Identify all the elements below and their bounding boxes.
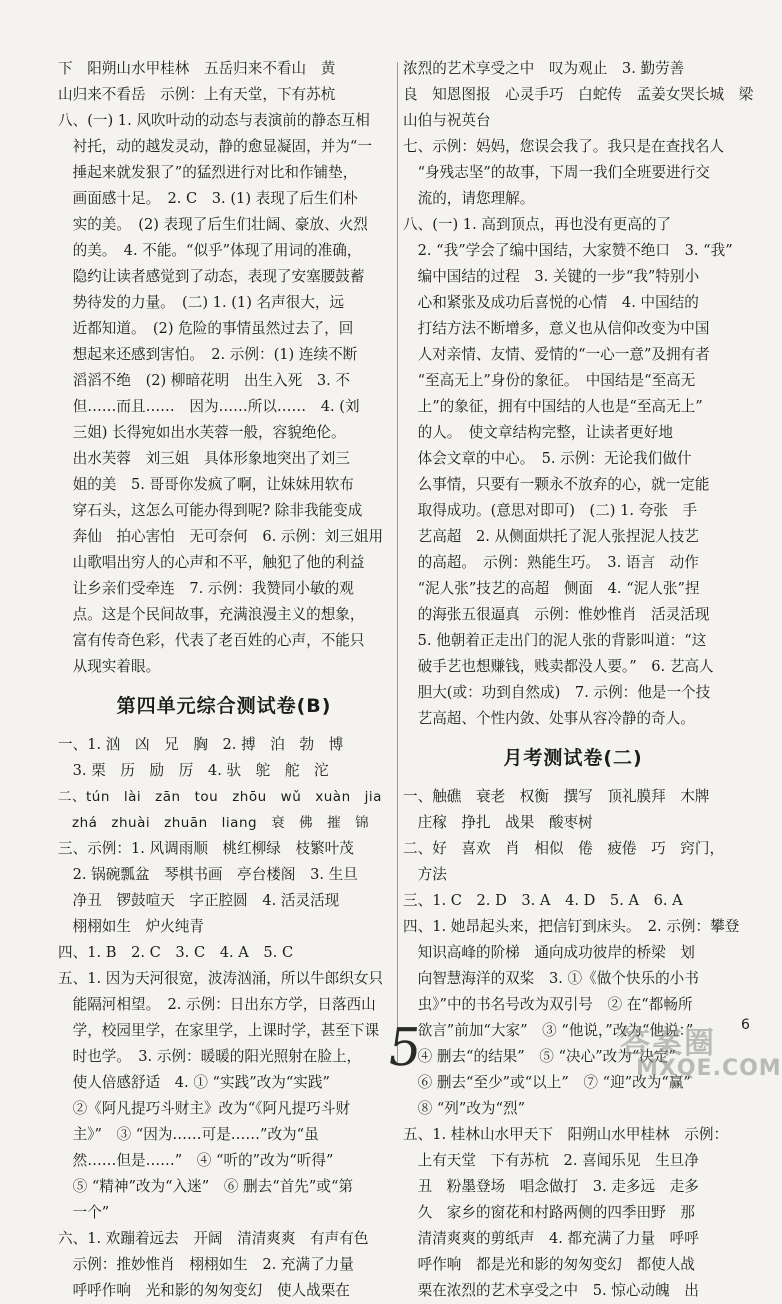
answer-line: 让乡亲们受牵连 7. 示例：我赞同小敏的观 xyxy=(58,580,354,597)
answer-line: 五、1. 因为天河很宽，波涛汹涌，所以牛郎织女只 xyxy=(58,970,384,987)
answer-line: 三、1. C 2. D 3. A 4. D 5. A 6. A xyxy=(403,892,683,909)
answer-line: 三姐) 长得宛如出水芙蓉一般，容貌绝伦。 xyxy=(58,424,346,441)
answer-line: 净丑 锣鼓喧天 字正腔圆 4. 活灵活现 xyxy=(58,892,340,909)
answer-line: 取得成功。(意思对即可) (二) 1. 夸张 手 xyxy=(403,502,698,519)
answer-line: ⑤ “精神”改为“入迷” ⑥ 删去“首先”或“第 xyxy=(58,1178,354,1195)
answer-line: 滔滔不绝 (2) 柳暗花明 出生入死 3. 不 xyxy=(58,372,350,389)
answer-line: 一、触礁 衰老 权衡 撰写 顶礼膜拜 木牌 xyxy=(403,788,710,805)
answer-line: 久 家乡的窗花和村路两侧的四季田野 那 xyxy=(403,1204,695,1221)
section-heading: 月考测试卷(二) xyxy=(503,747,643,769)
answer-line: 姐的美 5. 哥哥你发疯了啊，让妹妹用软布 xyxy=(58,476,354,493)
answer-line: ④ 删去“的结果” ⑤ “决心”改为“决定” xyxy=(403,1048,676,1065)
answer-line: 隐约让读者感觉到了动态，表现了安塞腰鼓蓄 xyxy=(58,268,365,285)
answer-line: 奔仙 拍心害怕 无可奈何 6. 示例：刘三姐用 xyxy=(58,528,384,545)
side-page-mark: 6 xyxy=(741,1017,750,1033)
answer-line: 流的，请您理解。 xyxy=(403,190,535,207)
answer-line: 富有传奇色彩，代表了老百姓的心声，不能只 xyxy=(58,632,365,649)
answer-line: 画面感十足。 2. C 3. (1) 表现了后生们朴 xyxy=(58,190,358,207)
answer-line: 破手艺也想赚钱，贱卖都没人要。” 6. 艺高人 xyxy=(403,658,714,675)
answer-line: 山歌唱出穷人的心声和不平，触犯了他的利益 xyxy=(58,554,365,571)
answer-line: 二、好 喜欢 肖 相似 倦 疲倦 巧 窍门， xyxy=(403,840,725,857)
answer-line: 浓烈的艺术享受之中 叹为观止 3. 勤劳善 xyxy=(403,60,685,77)
answer-line: 向智慧海洋的双桨 3. ①《做个快乐的小书 xyxy=(403,970,699,987)
answer-line: 捶起来就发狠了”的猛烈进行对比和作铺垫， xyxy=(58,164,358,181)
answer-line: ⑥ 删去“至少”或“以上” ⑦ “迎”改为“赢” xyxy=(403,1074,691,1091)
answer-line: 栗在浓烈的艺术享受之中 5. 惊心动魄 出 xyxy=(403,1282,699,1299)
answer-line: 四、1. 她昂起头来，把信钉到床头。 2. 示例：攀登 xyxy=(403,918,740,935)
answer-line: 2. “我”学会了编中国结，大家赞不绝口 3. “我” xyxy=(403,242,733,259)
page-number: 5 xyxy=(383,1018,426,1078)
right-column xyxy=(403,56,754,1304)
answer-line: 打结方法不断增多，意义也从信仰改变为中国 xyxy=(403,320,710,337)
answer-line: 上”的象征，拥有中国结的人也是“至高无上” xyxy=(403,398,703,415)
answer-line: 三、示例：1. 风调雨顺 桃红柳绿 枝繁叶茂 xyxy=(58,840,354,857)
answer-line: 从现实着眼。 xyxy=(58,658,161,675)
answer-line: 的美。 4. 不能。“似乎”体现了用词的准确， xyxy=(58,242,362,259)
answer-line: 体会文章的中心。 5. 示例：无论我们做什 xyxy=(403,450,692,467)
answer-line: 呼呼作响 光和影的匆匆变幻 使人战栗在 xyxy=(58,1282,350,1299)
answer-line: 上有天堂 下有苏杭 2. 喜闻乐见 生旦净 xyxy=(403,1152,699,1169)
answer-line: 穿石头，这怎么可能办得到呢? 除非我能变成 xyxy=(58,502,363,519)
column-divider xyxy=(397,62,398,1062)
answer-line: 艺高超、个性内敛、处事从容冷静的奇人。 xyxy=(403,710,695,727)
pinyin-line: zhá zhuài zhuān liang 衰 佛 摧 锦 xyxy=(58,815,370,831)
answer-line: “至高无上”身份的象征。 中国结是“至高无 xyxy=(403,372,696,389)
answer-line: 实的美。 (2) 表现了后生们壮阔、豪放、火烈 xyxy=(58,216,368,233)
watermark-top-text: 答案圈 xyxy=(620,1026,716,1061)
answer-line: 衬托，动的越发灵动，静的愈显凝固，并为“一 xyxy=(58,138,372,155)
answer-line: 欲言”前加“大家” ③ “他说，”改为“他说：” xyxy=(403,1022,694,1039)
answer-line: 使人倍感舒适 4. ① “实践”改为“实践” xyxy=(58,1074,330,1091)
answer-line: 2. 锅碗瓢盆 琴棋书画 亭台楼阁 3. 生旦 xyxy=(58,866,358,883)
answer-line: 胆大(或：功到自然成) 7. 示例：他是一个技 xyxy=(403,684,711,701)
answer-line: 清清爽爽的剪纸声 4. 都充满了力量 呼呼 xyxy=(403,1230,699,1247)
answer-line: 示例：推妙惟肖 栩栩如生 2. 充满了力量 xyxy=(58,1256,354,1273)
answer-line: 良 知恩图报 心灵手巧 白蛇传 孟姜女哭长城 梁 xyxy=(403,86,754,103)
answer-line: 近都知道。 (2) 危险的事情虽然过去了，回 xyxy=(58,320,354,337)
answer-line: 下 阳朔山水甲桂林 五岳归来不看山 黄 xyxy=(58,60,336,77)
answer-line: 5. 他朝着正走出门的泥人张的背影叫道：“这 xyxy=(403,632,707,649)
answer-line: ⑧ “列”改为“烈” xyxy=(403,1100,526,1117)
answer-line: 学，校园里学，在家里学，上课时学，甚至下课 xyxy=(58,1022,380,1039)
answer-line: 出水芙蓉 刘三姐 具体形象地突出了刘三 xyxy=(58,450,350,467)
answer-line: 呼作响 都是光和影的匆匆变幻 都使人战 xyxy=(403,1256,695,1273)
answer-line: 八、(一) 1. 风吹叶动的动态与表演前的静态互相 xyxy=(58,112,370,129)
answer-line: 知识高峰的阶梯 通向成功彼岸的桥梁 划 xyxy=(403,944,695,961)
answer-line: 能隔河相望。 2. 示例：日出东方学，日落西山 xyxy=(58,996,376,1013)
answer-line: 的海张五很逼真 示例：惟妙惟肖 活灵活现 xyxy=(403,606,710,623)
answer-line: 想起来还感到害怕。 2. 示例：(1) 连续不断 xyxy=(58,346,358,363)
answer-line: 五、1. 桂林山水甲天下 阳朔山水甲桂林 示例： xyxy=(403,1126,729,1143)
answer-line: 丑 粉墨登场 唱念做打 3. 走多远 走多 xyxy=(403,1178,699,1195)
watermark-bottom-text: MXQE.COM xyxy=(636,1056,782,1081)
answer-line: 势待发的力量。 (二) 1. (1) 名声很大，远 xyxy=(58,294,345,311)
answer-line: “身残志坚”的故事，下周一我们全班要进行交 xyxy=(403,164,710,181)
watermark-logo xyxy=(618,1018,782,1086)
answer-line: 山归来不看岳 示例：上有天堂，下有苏杭 xyxy=(58,86,336,103)
answer-line: 点。这是个民间故事，充满浪漫主义的想象， xyxy=(58,606,365,623)
pinyin-line: 二、tún lài zān tou zhōu wǔ xuàn jia xyxy=(58,789,382,805)
answer-line: ②《阿凡提巧斗财主》改为“《阿凡提巧斗财 xyxy=(58,1100,351,1117)
answer-line: 七、示例：妈妈，您误会我了。我只是在查找名人 xyxy=(403,138,725,155)
answer-line: 栩栩如生 炉火纯青 xyxy=(58,918,204,935)
section-heading: 第四单元综合测试卷(B) xyxy=(116,695,332,717)
answer-line: 山伯与祝英台 xyxy=(403,112,491,129)
answer-line: “泥人张”技艺的高超 侧面 4. “泥人张”捏 xyxy=(403,580,700,597)
answer-line: 人对亲情、友情、爱情的“一心一意”及拥有者 xyxy=(403,346,710,363)
answer-line: 庄稼 挣扎 战果 酸枣树 xyxy=(403,814,593,831)
left-column xyxy=(58,56,390,1304)
answer-line: 时也学。 3. 示例：暖暖的阳光照射在脸上， xyxy=(58,1048,362,1065)
answer-line: 的高超。 示例：熟能生巧。 3. 语言 动作 xyxy=(403,554,699,571)
answer-line: 3. 栗 历 励 厉 4. 驮 鸵 舵 沱 xyxy=(58,762,329,779)
answer-line: 六、1. 欢蹦着远去 开阔 清清爽爽 有声有色 xyxy=(58,1230,369,1247)
answer-line: 虫》”中的书名号改为双引号 ② 在“都畅所 xyxy=(403,996,693,1013)
answer-line: 的人。 使文章结构完整，让读者更好地 xyxy=(403,424,673,441)
answer-line: 然……但是……” ④ “听的”改为“听得” xyxy=(58,1152,334,1169)
answer-line: 四、1. B 2. C 3. C 4. A 5. C xyxy=(58,944,294,961)
answer-line: 么事情，只要有一颗永不放弃的心，就一定能 xyxy=(403,476,710,493)
answer-line: 主》” ③ “因为……可是……”改为“虽 xyxy=(58,1126,319,1143)
answer-line: 方法 xyxy=(403,866,447,883)
answer-line: 一、1. 汹 凶 兄 胸 2. 搏 泊 勃 博 xyxy=(58,736,344,753)
answer-line: 八、(一) 1. 高到顶点，再也没有更高的了 xyxy=(403,216,672,233)
answer-line: 但……而且…… 因为……所以…… 4. (刘 xyxy=(58,398,360,415)
answer-line: 艺高超 2. 从侧面烘托了泥人张捏泥人技艺 xyxy=(403,528,699,545)
answer-line: 心和紧张及成功后喜悦的心情 4. 中国结的 xyxy=(403,294,699,311)
answer-line: 编中国结的过程 3. 关键的一步“我”特别小 xyxy=(403,268,700,285)
answer-line: 一个” xyxy=(58,1204,110,1221)
